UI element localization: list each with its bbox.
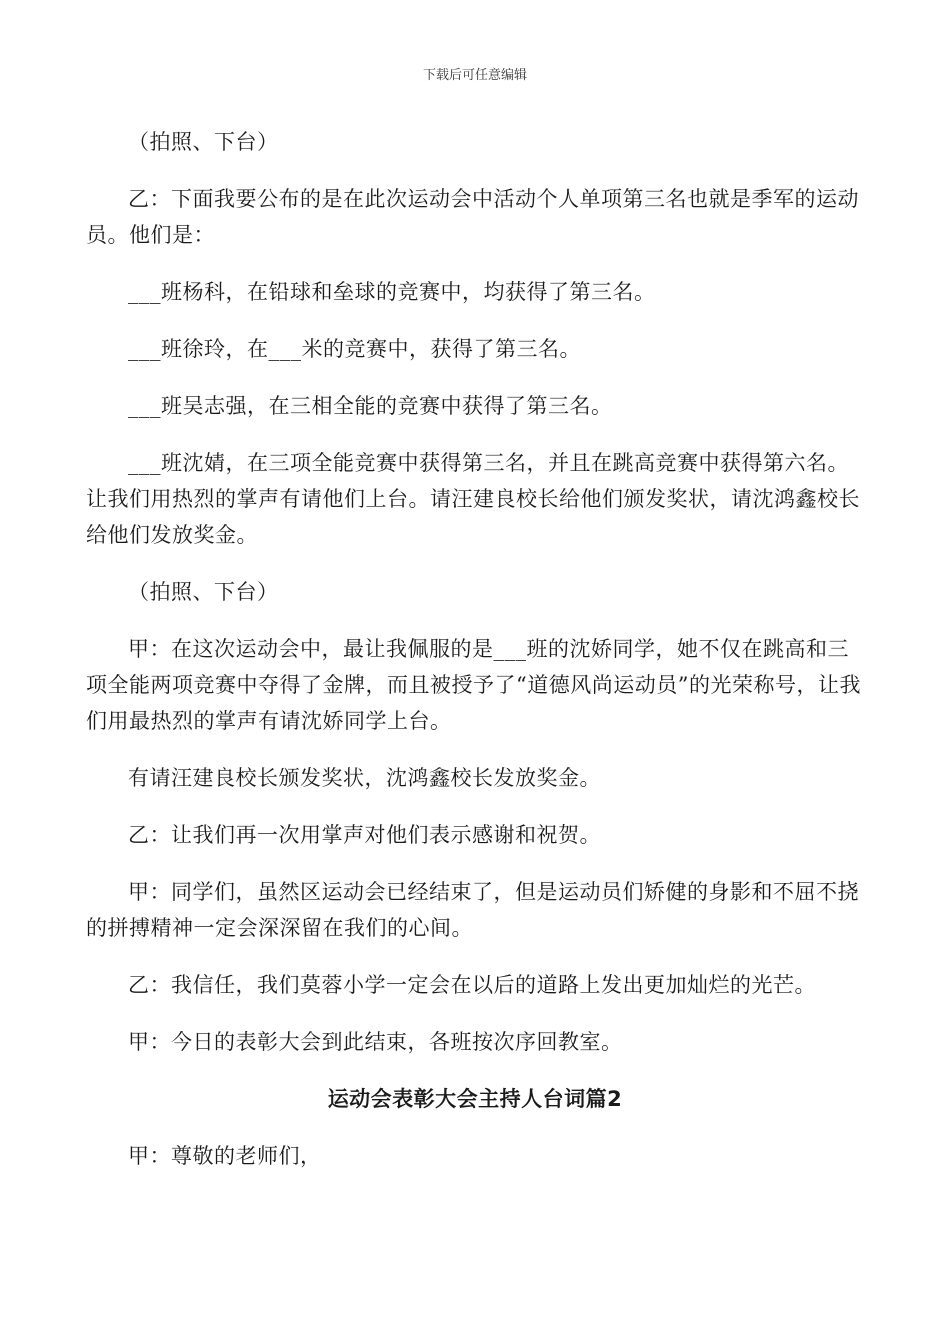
- header-note: 下载后可任意编辑: [422, 68, 527, 83]
- paragraph-11: 甲：同学们，虽然区运动会已经结束了，但是运动员们矫健的身影和不屈不挠的拼搏精神一定会深深留在我们的心间。: [86, 880, 859, 940]
- paragraph-1: （拍照、下台）: [128, 130, 279, 154]
- paragraph-8: 甲：在这次运动会中，最让我佩服的是___班的沈娇同学，她不仅在跳高和三项全能两项竞赛中夺得了金牌，而且被授予了“道德风尚运动员”的光荣称号，让我们用最热烈的掌声有请沈娇同学上台。: [86, 637, 861, 733]
- paragraph-final: 甲：尊敬的老师们，: [128, 1144, 322, 1168]
- paragraph-12: 乙：我信任，我们莫蓉小学一定会在以后的道路上发出更加灿烂的光芒。: [128, 973, 816, 997]
- document-body: [86, 124, 864, 1195]
- paragraph-7: （拍照、下台）: [128, 580, 279, 604]
- paragraph-3: ___班杨科，在铅球和垒球的竞赛中，均获得了第三名。: [128, 280, 656, 304]
- paragraph-4: ___班徐玲，在___米的竞赛中，获得了第三名。: [128, 337, 581, 361]
- paragraph-10: 乙：让我们再一次用掌声对他们表示感谢和祝贺。: [128, 823, 601, 847]
- paragraph-6: ___班沈婧，在三项全能竞赛中获得第三名，并且在跳高竞赛中获得第六名。 让我们用热烈的掌声有请他们上台。请汪建良校长给他们颁发奖状，请沈鸿鑫校长给他们发放奖金。: [86, 451, 860, 547]
- paragraph-2: 乙：下面我要公布的是在此次运动会中活动个人单项第三名也就是季军的运动员。他们是：: [86, 187, 859, 247]
- paragraph-13: 甲：今日的表彰大会到此结束，各班按次序回教室。: [128, 1030, 623, 1054]
- paragraph-5: ___班吴志强，在三相全能的竞赛中获得了第三名。: [128, 394, 613, 418]
- section-heading: 运动会表彰大会主持人台词篇2: [327, 1087, 623, 1111]
- paragraph-9: 有请汪建良校长颁发奖状，沈鸿鑫校长发放奖金。: [128, 766, 601, 790]
